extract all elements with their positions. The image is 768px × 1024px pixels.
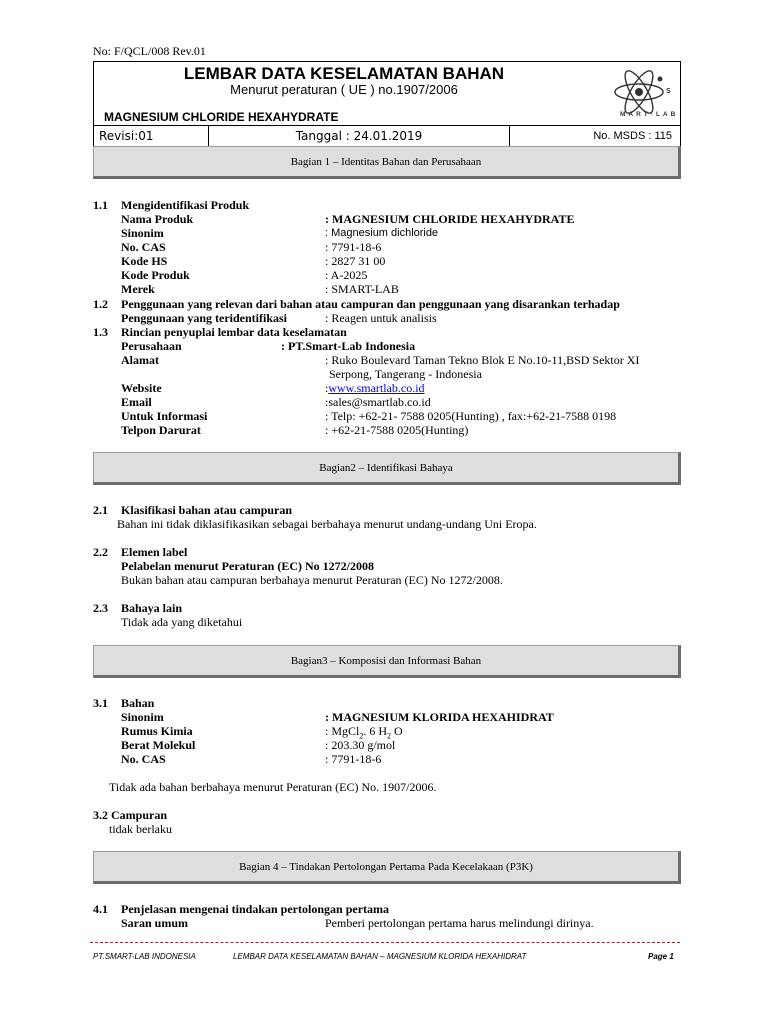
section-1-bar: Bagian 1 – Identitas Bahan dan Perusahaan: [93, 146, 681, 179]
paragraph: Bukan bahan atau campuran berbahaya menurut Peraturan (EC) No 1272/2008.: [121, 573, 503, 587]
field-value: : 7791-18-6: [325, 752, 382, 766]
field-value: Pemberi pertolongan pertama harus melindungi dirinya.: [325, 916, 594, 930]
subsection-heading: Elemen label: [121, 545, 188, 559]
subsection-heading: Klasifikasi bahan atau campuran: [121, 503, 293, 517]
field-label: Nama Produk: [121, 212, 194, 226]
formula-part: : MgCl: [325, 724, 360, 738]
formula-part: . 6 H: [363, 724, 388, 738]
website-field: [325, 381, 425, 395]
field-value-continued: Serpong, Tangerang - Indonesia: [329, 367, 482, 381]
section-2-bar: Bagian2 – Identifikasi Bahaya: [93, 452, 681, 485]
subsection-heading: Bahaya lain: [121, 601, 183, 615]
paragraph: Bahan ini tidak diklasifikasikan sebagai berbahaya menurut undang-undang Uni Eropa.: [117, 517, 537, 531]
revision-date: Tanggal : 24.01.2019: [209, 126, 510, 146]
field-label: Telpon Darurat: [121, 423, 201, 437]
section-3-bar: Bagian3 – Komposisi dan Informasi Bahan: [93, 645, 681, 678]
field-label: Untuk Informasi: [121, 409, 208, 423]
field-label: Perusahaan: [121, 339, 182, 353]
field-label: Kode Produk: [121, 268, 190, 282]
field-label: Berat Molekul: [121, 738, 196, 752]
field-label: Saran umum: [121, 916, 189, 930]
subsection-heading: Penggunaan yang relevan dari bahan atau campuran dan penggunaan yang disarankan terhadap: [121, 297, 620, 311]
section-number: 2.3: [93, 601, 108, 615]
svg-text:MART·LAB: MART·LAB: [620, 111, 678, 118]
subsection-heading: Mengidentifikasi Produk: [121, 198, 250, 212]
footer-divider: [90, 942, 680, 943]
field-value: : PT.Smart-Lab Indonesia: [281, 339, 416, 353]
field-label: Alamat: [121, 353, 159, 367]
document-header: [93, 61, 681, 126]
section-number: 3.1: [93, 696, 108, 710]
field-label: Sinonim: [121, 710, 164, 724]
field-value: :sales@smartlab.co.id: [325, 395, 431, 409]
field-label: Email: [121, 395, 152, 409]
field-value: : MAGNESIUM KLORIDA HEXAHIDRAT: [325, 710, 554, 724]
field-label: Rumus Kimia: [121, 724, 193, 738]
svg-text:S: S: [666, 88, 671, 95]
field-colon: :: [325, 381, 329, 395]
field-value: : Reagen untuk analisis: [325, 311, 437, 325]
field-label: Kode HS: [121, 254, 168, 268]
formula-part: O: [391, 724, 403, 738]
field-label: Website: [121, 381, 162, 395]
section-number: 1.2: [93, 297, 108, 311]
paragraph: Tidak ada yang diketahui: [121, 615, 243, 629]
section-number: 4.1: [93, 902, 108, 916]
field-value: : MAGNESIUM CHLORIDE HEXAHYDRATE: [325, 212, 575, 226]
document-title: LEMBAR DATA KESELAMATAN BAHAN: [183, 64, 505, 83]
field-label: Merek: [121, 282, 155, 296]
document-number: No: F/QCL/008 Rev.01: [93, 44, 206, 58]
regulation-subtitle: Menurut peraturan ( UE ) no.1907/2006: [230, 82, 458, 97]
subsection-subheading: Pelabelan menurut Peraturan (EC) No 1272/2008: [121, 559, 374, 573]
field-value: : Ruko Boulevard Taman Tekno Blok E No.10-11,BSD Sektor XI: [325, 353, 640, 367]
footer-document-title: LEMBAR DATA KESELAMATAN BAHAN – MAGNESIUM KLORIDA HEXAHIDRAT: [233, 952, 527, 961]
paragraph: Tidak ada bahan berbahaya menurut Peraturan (EC) No. 1907/2006.: [109, 780, 437, 794]
subsection-heading: 3.2 Campuran: [93, 808, 168, 822]
smart-lab-logo: [600, 62, 678, 122]
product-name-header: MAGNESIUM CHLORIDE HEXAHYDRATE: [104, 110, 339, 124]
formula-subscript: 2: [387, 731, 392, 741]
section-number: 1.3: [93, 325, 108, 339]
field-value: : Telp: +62-21- 7588 0205(Hunting) , fax:+62-21-7588 0198: [325, 409, 617, 423]
section-number: 2.2: [93, 545, 108, 559]
field-value: : +62-21-7588 0205(Hunting): [325, 423, 469, 437]
revision-row: [93, 125, 681, 147]
field-label: Sinonim: [121, 226, 164, 240]
section-number: 1.1: [93, 198, 108, 212]
subsection-heading: Rincian penyuplai lembar data keselamatan: [121, 325, 347, 339]
section-number: 2.1: [93, 503, 108, 517]
subsection-heading: Penjelasan mengenai tindakan pertolongan pertama: [121, 902, 390, 916]
msds-number: No. MSDS : 115: [593, 130, 672, 142]
field-label: No. CAS: [121, 240, 166, 254]
field-label: Penggunaan yang teridentifikasi: [121, 311, 288, 325]
field-value: : 2827 31 00: [325, 254, 386, 268]
field-value: : 203.30 g/mol: [325, 738, 396, 752]
section-4-bar: Bagian 4 – Tindakan Pertolongan Pertama Pada Kecelakaan (P3K): [93, 851, 681, 884]
field-value: : SMART-LAB: [325, 282, 399, 296]
field-value: : A-2025: [325, 268, 368, 282]
footer-page-number: Page 1: [648, 952, 674, 961]
field-label: No. CAS: [121, 752, 166, 766]
formula-subscript: 2: [359, 731, 364, 741]
footer-company: PT.SMART-LAB INDONESIA: [93, 952, 196, 961]
subsection-heading: Bahan: [121, 696, 155, 710]
revision-number: Revisi:01: [94, 126, 209, 146]
website-link[interactable]: www.smartlab.co.id: [328, 381, 425, 395]
field-value: : 7791-18-6: [325, 240, 382, 254]
paragraph: tidak berlaku: [109, 822, 172, 836]
field-value: : Magnesium dichloride: [325, 227, 439, 239]
